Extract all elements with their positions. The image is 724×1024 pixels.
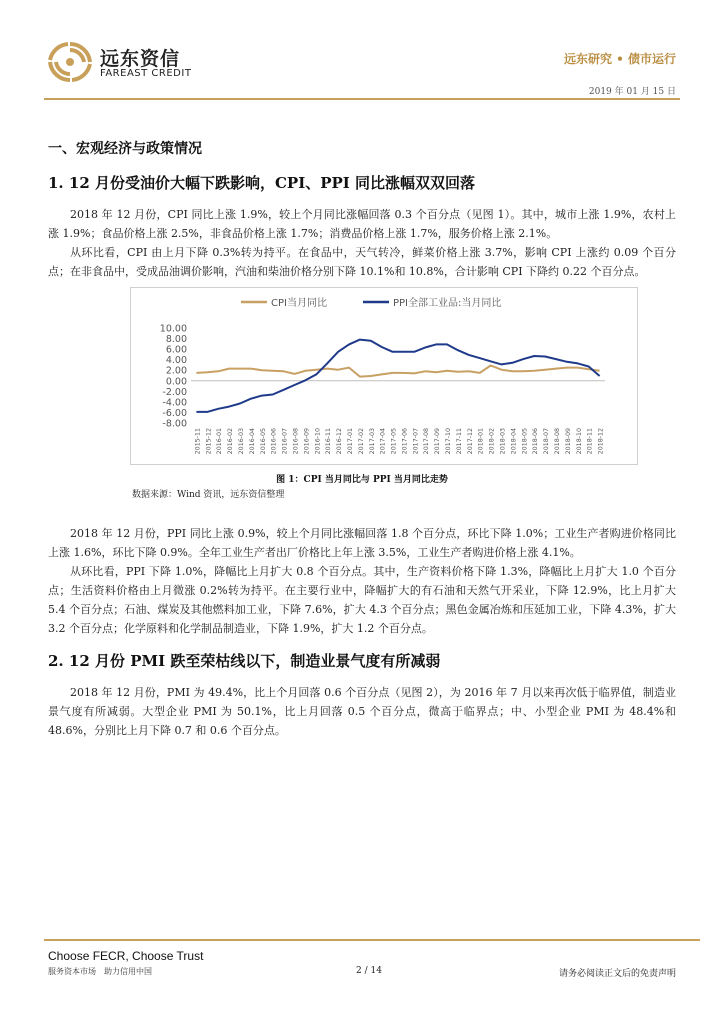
x-tick-label: 2017-12	[466, 428, 474, 455]
y-tick-label: -6.00	[162, 407, 187, 419]
brand-name-cn: 远东资信	[100, 48, 181, 70]
figure-source: 数据来源：Wind 资讯，远东资信整理	[132, 490, 285, 500]
x-tick-label: 2018-04	[510, 428, 518, 455]
x-tick-label: 2017-02	[357, 428, 365, 455]
legend-label: PPI全部工业品:当月同比	[393, 298, 502, 309]
x-tick-label: 2016-06	[270, 428, 278, 455]
x-tick-label: 2017-11	[455, 428, 463, 455]
y-tick-label: 2.00	[165, 365, 187, 377]
figure-caption: 图 1：CPI 当月同比与 PPI 当月同比走势	[276, 475, 448, 485]
y-tick-label: 4.00	[165, 355, 187, 367]
brand-name-en: FAREAST CREDIT	[100, 68, 192, 79]
x-tick-label: 2018-05	[521, 428, 529, 455]
x-tick-label: 2016-05	[259, 428, 267, 455]
x-tick-label: 2018-03	[499, 428, 507, 455]
x-tick-label: 2017-06	[401, 428, 409, 455]
x-tick-label: 2017-10	[445, 428, 453, 455]
header-divider	[44, 98, 680, 100]
paragraph-ppi-mom: 从环比看，PPI 下降 1.0%，降幅比上月扩大 0.8 个百分点。其中，生产资料价格下降 1.3%，降幅比上月扩大 1.0 个百分点；生活资料价格由上月微涨 0.2%转为持平。在主要行业中，降幅扩大的有石油和天然气开采业，下降 12.9%，比上月扩大 5.4 个百分点；石油、煤炭及其他燃料加工业，下降 7.6%，扩大 4.3 个百分点；黑色金属冶炼和压延加工业，下降 4.3%，扩大 3.2 个百分点；化学原料和化学制品制造业，下降 1.9%，扩大 1.2 个百分点。	[48, 565, 676, 635]
fareast-logo-icon	[44, 40, 96, 84]
y-tick-label: -2.00	[162, 386, 187, 398]
document-body	[48, 138, 676, 740]
x-tick-label: 2018-02	[488, 428, 496, 455]
x-tick-label: 2016-12	[336, 428, 344, 455]
subsection-title-2: 2. 12 月份 PMI 跌至荣枯线以下，制造业景气度有所减弱	[48, 652, 441, 670]
x-tick-label: 2016-10	[314, 428, 322, 455]
x-tick-label: 2018-07	[543, 428, 551, 455]
x-tick-label: 2016-08	[292, 428, 300, 455]
paragraph-ppi-yoy: 2018 年 12 月份，PPI 同比上涨 0.9%，较上个月同比涨幅回落 1.8 个百分点，环比下降 1.0%；工业生产者购进价格同比上涨 1.6%，环比下降 0.9%。全年工业生产者出厂价格比上年上涨 3.5%，工业生产者购进价格上涨 4.1%。	[48, 527, 676, 559]
series-line	[196, 340, 599, 412]
y-tick-label: 8.00	[165, 334, 187, 346]
paragraph-cpi-mom: 从环比看，CPI 由上月下降 0.3%转为持平。在食品中，天气转冷，鲜菜价格上涨 3.7%，影响 CPI 上涨约 0.09 个百分点；在非食品中，受成品油调价影响，汽油和柴油价格分别下降 10.1%和 10.8%，合计影响 CPI 下降约 0.22 个百分点。	[48, 246, 676, 278]
disclaimer-notice: 请务必阅读正文后的免责声明	[558, 969, 676, 979]
x-tick-label: 2018-01	[477, 428, 485, 455]
legend-label: CPI当月同比	[271, 298, 327, 309]
footer-slogan-cn: 服务资本市场 助力信用中国	[48, 967, 152, 976]
x-tick-label: 2015-12	[205, 428, 213, 455]
series-line	[196, 366, 599, 377]
x-tick-label: 2016-09	[303, 428, 311, 455]
y-tick-label: 0.00	[165, 376, 187, 388]
x-tick-label: 2017-05	[390, 428, 398, 455]
x-tick-label: 2016-11	[325, 428, 333, 455]
x-tick-label: 2017-09	[434, 428, 442, 455]
report-section-label: 远东研究 • 债市运行	[563, 52, 676, 66]
x-tick-label: 2017-03	[368, 428, 376, 455]
x-tick-label: 2016-07	[281, 428, 289, 455]
y-tick-label: -4.00	[162, 397, 187, 409]
x-tick-label: 2017-04	[379, 428, 387, 455]
footer-divider	[44, 939, 700, 941]
x-tick-label: 2015-11	[194, 428, 202, 455]
section-title: 一、宏观经济与政策情况	[48, 141, 202, 157]
paragraph-pmi: 2018 年 12 月份，PMI 为 49.4%，比上个月回落 0.6 个百分点（见图 2），为 2016 年 7 月以来再次低于临界值，制造业景气度有所减弱。大型企业 PMI 为 50.1%，比上月回落 0.5 个百分点，微高于临界点；中、小型企业 PMI 为 48.4%和 48.6%，分别比上月下降 0.7 和 0.6 个百分点。	[48, 686, 676, 737]
x-tick-label: 2018-06	[532, 428, 540, 455]
x-tick-label: 2018-12	[597, 428, 605, 455]
paragraph-cpi-yoy: 2018 年 12 月份，CPI 同比上涨 1.9%，较上个月同比涨幅回落 0.3 个百分点（见图 1）。其中，城市上涨 1.9%，农村上涨 1.9%；食品价格上涨 2.5%，非食品价格上涨 1.7%；消费品价格上涨 1.7%，服务价格上涨 2.1%。	[48, 208, 676, 240]
page-header	[0, 0, 724, 110]
x-tick-label: 2016-01	[216, 428, 224, 455]
footer-slogan-en: Choose FECR, Choose Trust	[48, 949, 204, 963]
cpi-ppi-chart	[130, 287, 638, 465]
y-tick-label: 10.00	[159, 323, 187, 335]
x-tick-label: 2018-08	[553, 428, 561, 455]
chart-canvas	[131, 288, 637, 464]
x-tick-label: 2018-11	[586, 428, 594, 455]
page-number: 2 / 14	[356, 966, 382, 976]
report-date: 2019 年 01 月 15 日	[588, 87, 676, 97]
x-tick-label: 2018-10	[575, 428, 583, 455]
x-tick-label: 2017-08	[423, 428, 431, 455]
x-tick-label: 2016-03	[238, 428, 246, 455]
x-tick-label: 2016-04	[248, 428, 256, 455]
x-tick-label: 2016-02	[227, 428, 235, 455]
x-tick-label: 2018-09	[564, 428, 572, 455]
x-tick-label: 2017-01	[346, 428, 354, 455]
subsection-title-1: 1. 12 月份受油价大幅下跌影响，CPI、PPI 同比涨幅双双回落	[48, 174, 476, 192]
y-tick-label: 6.00	[165, 344, 187, 356]
x-tick-label: 2017-07	[412, 428, 420, 455]
y-tick-label: -8.00	[162, 418, 187, 430]
